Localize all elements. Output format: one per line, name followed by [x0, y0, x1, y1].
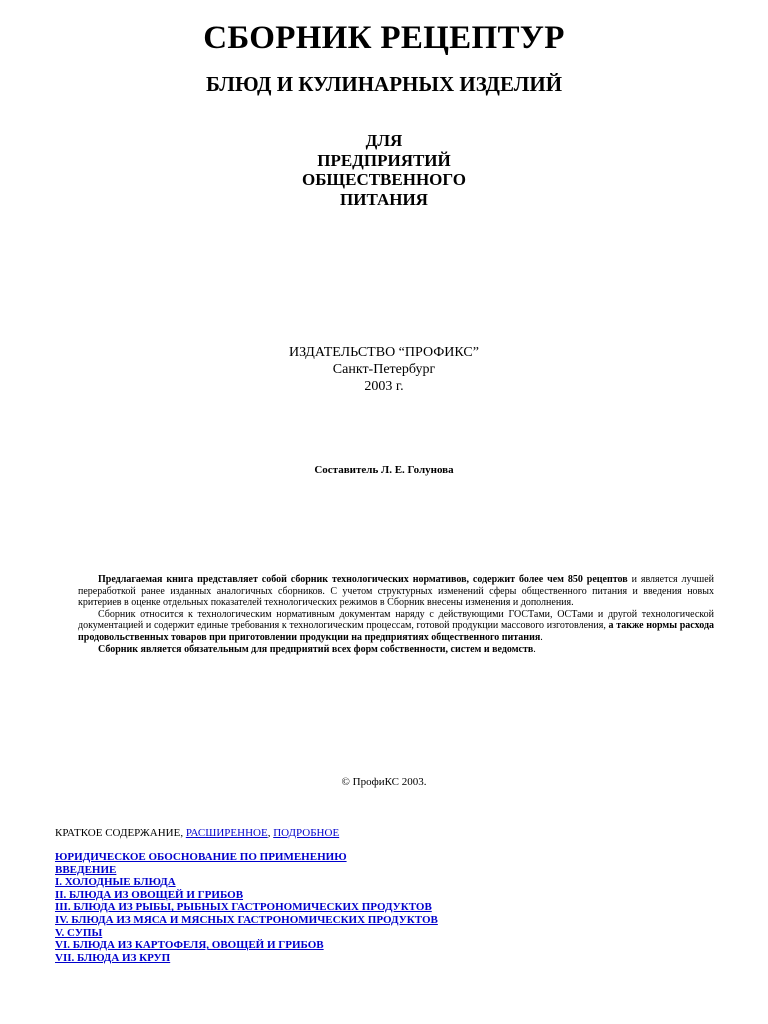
compiler-credit: Составитель Л. Е. Голунова [314, 464, 454, 476]
abstract-text: и является лучшей переработкой ранее изданных аналогичных сборников. С учетом структурных изменений сферы общественного питания и введения новых критериев в оценке отдельных показателей технологических режимов в Сборник внесены изменения и дополнения. [78, 574, 715, 609]
toc-item [55, 914, 438, 927]
audience-line: ОБЩЕСТВЕННОГО [301, 170, 467, 189]
toc-link-potato[interactable]: VI. БЛЮДА ИЗ КАРТОФЕЛЯ, ОВОЩЕЙ И ГРИБОВ [55, 939, 324, 952]
toc-link-fish[interactable]: III. БЛЮДА ИЗ РЫБЫ, РЫБНЫХ ГАСТРОНОМИЧЕСКИХ ПРОДУКТОВ [55, 901, 432, 914]
toc-item [55, 851, 438, 864]
toc-link-cereals[interactable]: VII. БЛЮДА ИЗ КРУП [55, 951, 171, 964]
publisher-city: Санкт-Петербург [332, 362, 436, 377]
page-title: СБОРНИК РЕЦЕПТУР [203, 20, 565, 56]
toc-link-meat[interactable]: IV. БЛЮДА ИЗ МЯСА И МЯСНЫХ ГАСТРОНОМИЧЕСКИХ ПРОДУКТОВ [55, 913, 438, 926]
abstract-text: . [533, 643, 536, 655]
toc-item [55, 939, 438, 952]
abstract-paragraph [78, 574, 714, 609]
contents-extended-link[interactable]: РАСШИРЕННОЕ [185, 827, 268, 839]
abstract-paragraph [78, 609, 714, 644]
toc-item [55, 864, 438, 877]
contents-header [55, 826, 339, 840]
publisher-block [0, 344, 768, 395]
audience-block [0, 131, 768, 209]
abstract-bold-text: а также нормы расхода продовольственных товаров при приготовлении продукции на предприятиях общественного питания [78, 620, 714, 643]
toc-link-vegetables[interactable]: II. БЛЮДА ИЗ ОВОЩЕЙ И ГРИБОВ [55, 888, 244, 901]
toc-link-soups[interactable]: V. СУПЫ [55, 926, 103, 939]
abstract-paragraph [78, 644, 714, 656]
toc-link-introduction[interactable]: ВВЕДЕНИЕ [55, 863, 117, 876]
copyright-notice: © ПрофиКС 2003. [341, 776, 427, 788]
abstract-bold-text: Сборник является обязательным для предприятий всех форм собственности, систем и ведомств [98, 643, 534, 655]
toc-item [55, 889, 438, 902]
toc-item [55, 952, 438, 965]
contents-detailed-link[interactable]: ПОДРОБНОЕ [273, 827, 340, 839]
abstract-text: . [540, 631, 543, 643]
abstract-text: Сборник относится к технологическим нормативным документам наряду с действующими ГОСТами, ОСТами и другой технологической документацией и содержит единые требования к технологическим процессам, готовой продукции массового изготовления, [78, 608, 714, 632]
toc-item [55, 876, 438, 889]
publisher-name: ИЗДАТЕЛЬСТВО “ПРОФИКС” [289, 345, 479, 360]
abstract [78, 574, 714, 655]
audience-line: ПИТАНИЯ [340, 189, 428, 209]
contents-brief-label: КРАТКОЕ СОДЕРЖАНИЕ, [55, 827, 184, 839]
table-of-contents [55, 851, 438, 964]
publisher-year: 2003 г. [364, 379, 404, 394]
toc-item [55, 927, 438, 940]
audience-line: ДЛЯ [365, 131, 403, 150]
toc-link-cold-dishes[interactable]: I. ХОЛОДНЫЕ БЛЮДА [55, 876, 176, 889]
toc-item [55, 901, 438, 914]
audience-line: ПРЕДПРИЯТИЙ [317, 150, 451, 170]
contents-separator: , [267, 827, 271, 839]
toc-link-legal[interactable]: ЮРИДИЧЕСКОЕ ОБОСНОВАНИЕ ПО ПРИМЕНЕНИЮ [55, 851, 347, 863]
page-subtitle: БЛЮД И КУЛИНАРНЫХ ИЗДЕЛИЙ [205, 72, 563, 96]
abstract-bold-text: Предлагаемая книга представляет собой сборник технологических нормативов, содержит более чем 850 рецептов [98, 574, 628, 585]
